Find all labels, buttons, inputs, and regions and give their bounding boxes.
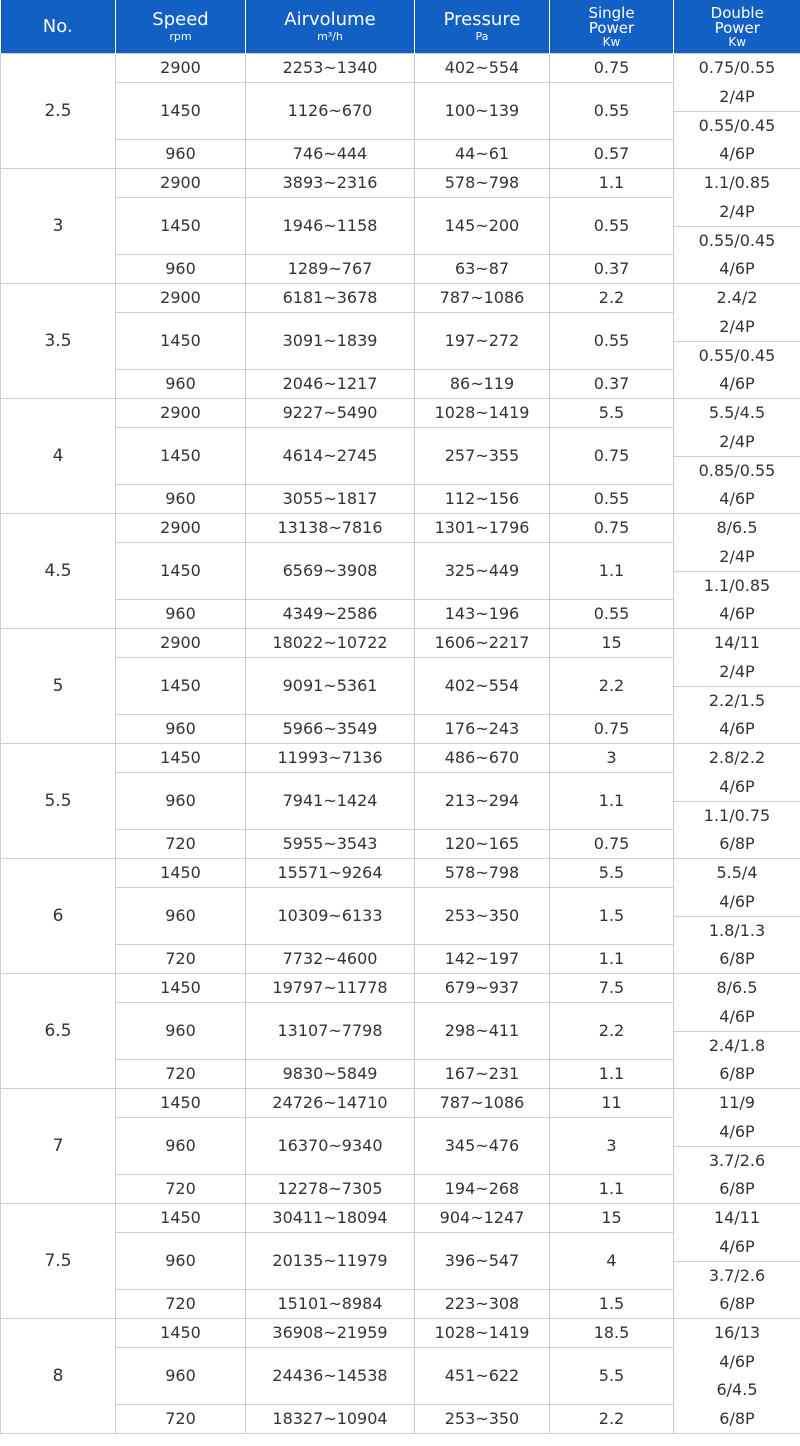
double-power-value: 0.55/0.45	[698, 230, 776, 250]
airvolume-cell: 9830~5849	[246, 1060, 415, 1089]
pressure-cell: 100~139	[415, 83, 550, 140]
airvolume-cell: 10309~6133	[246, 888, 415, 945]
double-power-cell: 6/8P	[674, 1175, 800, 1204]
table-row	[1, 1233, 800, 1290]
double-power-value: 3.7/2.6	[708, 1150, 766, 1170]
single-power-cell: 0.55	[550, 83, 674, 140]
single-power-cell: 0.75	[550, 54, 674, 83]
table-row	[1, 600, 800, 629]
double-power-poles: 4/6P	[719, 1351, 755, 1371]
double-power-poles: 2/4P	[674, 658, 800, 687]
speed-cell: 1450	[116, 744, 246, 773]
pressure-cell: 1028~1419	[415, 1319, 550, 1348]
speed-cell: 960	[116, 1233, 246, 1290]
header-airvolume: Airvolume m³/h	[246, 0, 415, 54]
double-power-poles: 2/4P	[674, 313, 800, 342]
pressure-cell: 486~670	[415, 744, 550, 773]
speed-cell: 1450	[116, 428, 246, 485]
model-number-cell: 6.5	[1, 974, 116, 1089]
model-number-cell: 6	[1, 859, 116, 974]
pressure-cell: 86~119	[415, 370, 550, 399]
pressure-cell: 787~1086	[415, 284, 550, 313]
single-power-cell: 0.37	[550, 370, 674, 399]
table-row	[1, 1405, 800, 1434]
airvolume-cell: 2046~1217	[246, 370, 415, 399]
double-power-value: 3.7/2.6	[708, 1265, 766, 1285]
speed-cell: 720	[116, 830, 246, 859]
double-power-cell: 1.1/0.85	[674, 169, 800, 198]
single-power-cell: 1.1	[550, 1175, 674, 1204]
speed-cell: 1450	[116, 974, 246, 1003]
single-power-cell: 7.5	[550, 974, 674, 1003]
single-power-cell: 3	[550, 1118, 674, 1175]
table-row	[1, 1003, 800, 1060]
pressure-cell: 396~547	[415, 1233, 550, 1290]
double-power-stack	[674, 1348, 800, 1405]
airvolume-cell: 12278~7305	[246, 1175, 415, 1204]
table-row	[1, 485, 800, 514]
table-row	[1, 629, 800, 658]
pressure-cell: 253~350	[415, 1405, 550, 1434]
pressure-cell: 578~798	[415, 169, 550, 198]
double-power-cell: 11/9	[674, 1089, 800, 1118]
model-number-cell: 3	[1, 169, 116, 284]
pressure-cell: 679~937	[415, 974, 550, 1003]
double-power-cell	[674, 543, 800, 600]
single-power-cell: 11	[550, 1089, 674, 1118]
pressure-cell: 402~554	[415, 54, 550, 83]
speed-cell: 960	[116, 485, 246, 514]
double-power-poles: 4/6P	[674, 1118, 800, 1147]
double-power-stack	[674, 83, 800, 140]
single-power-cell: 18.5	[550, 1319, 674, 1348]
airvolume-cell: 6181~3678	[246, 284, 415, 313]
airvolume-cell: 24436~14538	[246, 1348, 415, 1405]
table-row	[1, 1204, 800, 1233]
speed-cell: 720	[116, 1290, 246, 1319]
model-number-cell: 3.5	[1, 284, 116, 399]
table-header	[1, 0, 800, 54]
table-row	[1, 1089, 800, 1118]
table-row	[1, 1060, 800, 1089]
airvolume-cell: 9227~5490	[246, 399, 415, 428]
double-power-value: 1.1/0.85	[703, 575, 771, 595]
pressure-cell: 451~622	[415, 1348, 550, 1405]
double-power-cell: 14/11	[674, 629, 800, 658]
airvolume-cell: 6569~3908	[246, 543, 415, 600]
pressure-cell: 145~200	[415, 198, 550, 255]
table-row	[1, 1348, 800, 1405]
table-row	[1, 543, 800, 600]
table-row	[1, 169, 800, 198]
model-number-cell: 5	[1, 629, 116, 744]
double-power-value: 2.2/1.5	[708, 690, 766, 710]
single-power-cell: 1.1	[550, 773, 674, 830]
airvolume-cell: 15571~9264	[246, 859, 415, 888]
pressure-cell: 325~449	[415, 543, 550, 600]
pressure-cell: 176~243	[415, 715, 550, 744]
pressure-cell: 143~196	[415, 600, 550, 629]
speed-cell: 720	[116, 1175, 246, 1204]
pressure-cell: 223~308	[415, 1290, 550, 1319]
airvolume-cell: 13107~7798	[246, 1003, 415, 1060]
double-power-value: 0.85/0.55	[698, 460, 776, 480]
double-power-cell: 6/8P	[674, 830, 800, 859]
pressure-cell: 44~61	[415, 140, 550, 169]
speed-cell: 2900	[116, 399, 246, 428]
speed-cell: 720	[116, 945, 246, 974]
table-row	[1, 773, 800, 830]
single-power-cell: 2.2	[550, 658, 674, 715]
pressure-cell: 197~272	[415, 313, 550, 370]
double-power-poles: 4/6P	[674, 1003, 800, 1032]
double-power-cell: 4/6P	[674, 370, 800, 399]
double-power-cell: 6/8P	[674, 945, 800, 974]
single-power-cell: 0.75	[550, 428, 674, 485]
speed-cell: 960	[116, 715, 246, 744]
double-power-cell	[674, 83, 800, 140]
double-power-cell: 8/6.5	[674, 974, 800, 1003]
double-power-cell: 2.8/2.2	[674, 744, 800, 773]
table-row	[1, 1175, 800, 1204]
pressure-cell: 1028~1419	[415, 399, 550, 428]
double-power-poles: 2/4P	[674, 83, 800, 112]
airvolume-cell: 11993~7136	[246, 744, 415, 773]
table-row	[1, 859, 800, 888]
double-power-stack	[674, 888, 800, 945]
pressure-cell: 1606~2217	[415, 629, 550, 658]
header-single-power: Single Power Kw	[550, 0, 674, 54]
single-power-cell: 0.75	[550, 715, 674, 744]
speed-cell: 960	[116, 1118, 246, 1175]
pressure-cell: 120~165	[415, 830, 550, 859]
single-power-cell: 0.37	[550, 255, 674, 284]
pressure-cell: 112~156	[415, 485, 550, 514]
pressure-cell: 787~1086	[415, 1089, 550, 1118]
table-row	[1, 198, 800, 255]
double-power-poles: 4/6P	[674, 1233, 800, 1262]
single-power-cell: 0.75	[550, 830, 674, 859]
speed-cell: 960	[116, 888, 246, 945]
airvolume-cell: 746~444	[246, 140, 415, 169]
table-row	[1, 658, 800, 715]
airvolume-cell: 4349~2586	[246, 600, 415, 629]
pressure-cell: 194~268	[415, 1175, 550, 1204]
single-power-cell: 5.5	[550, 859, 674, 888]
pressure-cell: 253~350	[415, 888, 550, 945]
pressure-cell: 257~355	[415, 428, 550, 485]
pressure-cell: 142~197	[415, 945, 550, 974]
single-power-cell: 5.5	[550, 1348, 674, 1405]
header-double-power: Double Power Kw	[674, 0, 800, 54]
double-power-cell: 14/11	[674, 1204, 800, 1233]
table-row	[1, 974, 800, 1003]
model-number-cell: 4.5	[1, 514, 116, 629]
speed-cell: 960	[116, 370, 246, 399]
header-speed: Speed rpm	[116, 0, 246, 54]
single-power-cell: 0.55	[550, 600, 674, 629]
single-power-cell: 0.57	[550, 140, 674, 169]
table-row	[1, 514, 800, 543]
pressure-cell: 63~87	[415, 255, 550, 284]
pressure-cell: 1301~1796	[415, 514, 550, 543]
speed-cell: 2900	[116, 629, 246, 658]
double-power-poles: 4/6P	[674, 773, 800, 802]
double-power-value: 6/4.5	[716, 1380, 758, 1400]
speed-cell: 1450	[116, 1204, 246, 1233]
speed-cell: 1450	[116, 313, 246, 370]
airvolume-cell: 36908~21959	[246, 1319, 415, 1348]
pressure-cell: 904~1247	[415, 1204, 550, 1233]
double-power-value: 0.55/0.45	[698, 115, 776, 135]
table-row	[1, 313, 800, 370]
airvolume-cell: 5966~3549	[246, 715, 415, 744]
airvolume-cell: 4614~2745	[246, 428, 415, 485]
double-power-cell	[674, 313, 800, 370]
single-power-cell: 1.1	[550, 945, 674, 974]
pressure-cell: 298~411	[415, 1003, 550, 1060]
airvolume-cell: 3055~1817	[246, 485, 415, 514]
double-power-stack	[674, 198, 800, 255]
speed-cell: 960	[116, 1348, 246, 1405]
double-power-stack	[674, 1118, 800, 1175]
double-power-stack	[674, 658, 800, 715]
double-power-cell	[674, 1003, 800, 1060]
speed-cell: 960	[116, 1003, 246, 1060]
double-power-stack	[674, 428, 800, 485]
single-power-cell: 5.5	[550, 399, 674, 428]
table-row	[1, 255, 800, 284]
double-power-poles: 2/4P	[674, 428, 800, 457]
airvolume-cell: 18327~10904	[246, 1405, 415, 1434]
airvolume-cell: 3091~1839	[246, 313, 415, 370]
double-power-cell: 6/8P	[674, 1060, 800, 1089]
speed-cell: 960	[116, 255, 246, 284]
pressure-cell: 167~231	[415, 1060, 550, 1089]
table-row	[1, 370, 800, 399]
single-power-cell: 1.5	[550, 1290, 674, 1319]
table-row	[1, 1290, 800, 1319]
airvolume-cell: 3893~2316	[246, 169, 415, 198]
single-power-cell: 3	[550, 744, 674, 773]
table-row	[1, 284, 800, 313]
single-power-cell: 0.75	[550, 514, 674, 543]
table-row	[1, 715, 800, 744]
speed-cell: 960	[116, 773, 246, 830]
double-power-value: 2.4/1.8	[708, 1035, 766, 1055]
speed-cell: 1450	[116, 543, 246, 600]
speed-cell: 2900	[116, 54, 246, 83]
double-power-cell: 6/8P	[674, 1405, 800, 1434]
double-power-cell	[674, 888, 800, 945]
airvolume-cell: 30411~18094	[246, 1204, 415, 1233]
airvolume-cell: 7732~4600	[246, 945, 415, 974]
pressure-cell: 213~294	[415, 773, 550, 830]
speed-cell: 2900	[116, 284, 246, 313]
single-power-cell: 1.5	[550, 888, 674, 945]
double-power-cell: 5.5/4	[674, 859, 800, 888]
double-power-poles: 2/4P	[674, 543, 800, 572]
airvolume-cell: 19797~11778	[246, 974, 415, 1003]
double-power-poles: 4/6P	[674, 888, 800, 917]
airvolume-cell: 18022~10722	[246, 629, 415, 658]
double-power-cell: 4/6P	[674, 715, 800, 744]
single-power-cell: 15	[550, 1204, 674, 1233]
model-number-cell: 4	[1, 399, 116, 514]
airvolume-cell: 1946~1158	[246, 198, 415, 255]
double-power-stack	[674, 1003, 800, 1060]
double-power-cell: 0.75/0.55	[674, 54, 800, 83]
single-power-cell: 0.55	[550, 313, 674, 370]
pressure-cell: 345~476	[415, 1118, 550, 1175]
double-power-cell	[674, 428, 800, 485]
airvolume-cell: 24726~14710	[246, 1089, 415, 1118]
airvolume-cell: 13138~7816	[246, 514, 415, 543]
double-power-cell: 4/6P	[674, 255, 800, 284]
single-power-cell: 15	[550, 629, 674, 658]
speed-cell: 1450	[116, 1089, 246, 1118]
single-power-cell: 2.2	[550, 284, 674, 313]
table-body	[1, 54, 800, 1434]
speed-cell: 1450	[116, 1319, 246, 1348]
double-power-stack	[674, 773, 800, 830]
double-power-cell	[674, 773, 800, 830]
pressure-cell: 402~554	[415, 658, 550, 715]
table-row	[1, 54, 800, 83]
single-power-cell: 1.1	[550, 169, 674, 198]
airvolume-cell: 20135~11979	[246, 1233, 415, 1290]
double-power-cell	[674, 1118, 800, 1175]
double-power-cell	[674, 198, 800, 255]
model-number-cell: 7.5	[1, 1204, 116, 1319]
airvolume-cell: 7941~1424	[246, 773, 415, 830]
airvolume-cell: 2253~1340	[246, 54, 415, 83]
table-row	[1, 1319, 800, 1348]
double-power-stack	[674, 313, 800, 370]
single-power-cell: 2.2	[550, 1003, 674, 1060]
double-power-cell: 2.4/2	[674, 284, 800, 313]
double-power-value: 0.55/0.45	[698, 345, 776, 365]
airvolume-cell: 1126~670	[246, 83, 415, 140]
speed-cell: 1450	[116, 859, 246, 888]
speed-cell: 1450	[116, 198, 246, 255]
double-power-value: 1.1/0.75	[703, 805, 771, 825]
header-no: No.	[1, 0, 116, 54]
speed-cell: 960	[116, 600, 246, 629]
header-pressure: Pressure Pa	[415, 0, 550, 54]
single-power-cell: 0.55	[550, 485, 674, 514]
single-power-cell: 1.1	[550, 1060, 674, 1089]
speed-cell: 720	[116, 1060, 246, 1089]
table-row	[1, 399, 800, 428]
table-row	[1, 1118, 800, 1175]
speed-cell: 2900	[116, 514, 246, 543]
single-power-cell: 4	[550, 1233, 674, 1290]
airvolume-cell: 5955~3543	[246, 830, 415, 859]
speed-cell: 720	[116, 1405, 246, 1434]
table-row	[1, 744, 800, 773]
table-row	[1, 945, 800, 974]
double-power-cell: 4/6P	[674, 140, 800, 169]
airvolume-cell: 15101~8984	[246, 1290, 415, 1319]
speed-cell: 1450	[116, 658, 246, 715]
airvolume-cell: 1289~767	[246, 255, 415, 284]
double-power-cell: 4/6P	[674, 485, 800, 514]
single-power-cell: 2.2	[550, 1405, 674, 1434]
airvolume-cell: 16370~9340	[246, 1118, 415, 1175]
model-number-cell: 5.5	[1, 744, 116, 859]
double-power-stack	[674, 543, 800, 600]
table-row	[1, 830, 800, 859]
double-power-cell	[674, 1233, 800, 1290]
double-power-cell	[674, 658, 800, 715]
double-power-cell: 6/8P	[674, 1290, 800, 1319]
double-power-value: 1.8/1.3	[708, 920, 766, 940]
double-power-cell: 8/6.5	[674, 514, 800, 543]
double-power-stack	[674, 1233, 800, 1290]
double-power-cell: 4/6P	[674, 600, 800, 629]
model-number-cell: 7	[1, 1089, 116, 1204]
double-power-cell: 5.5/4.5	[674, 399, 800, 428]
model-number-cell: 8	[1, 1319, 116, 1434]
single-power-cell: 1.1	[550, 543, 674, 600]
double-power-cell	[674, 1348, 800, 1405]
speed-cell: 960	[116, 140, 246, 169]
table-row	[1, 83, 800, 140]
pressure-cell: 578~798	[415, 859, 550, 888]
table-row	[1, 888, 800, 945]
double-power-poles: 2/4P	[674, 198, 800, 227]
model-number-cell: 2.5	[1, 54, 116, 169]
speed-cell: 2900	[116, 169, 246, 198]
table-row	[1, 140, 800, 169]
table-row	[1, 428, 800, 485]
airvolume-cell: 9091~5361	[246, 658, 415, 715]
single-power-cell: 0.55	[550, 198, 674, 255]
double-power-cell: 16/13	[674, 1319, 800, 1348]
speed-cell: 1450	[116, 83, 246, 140]
